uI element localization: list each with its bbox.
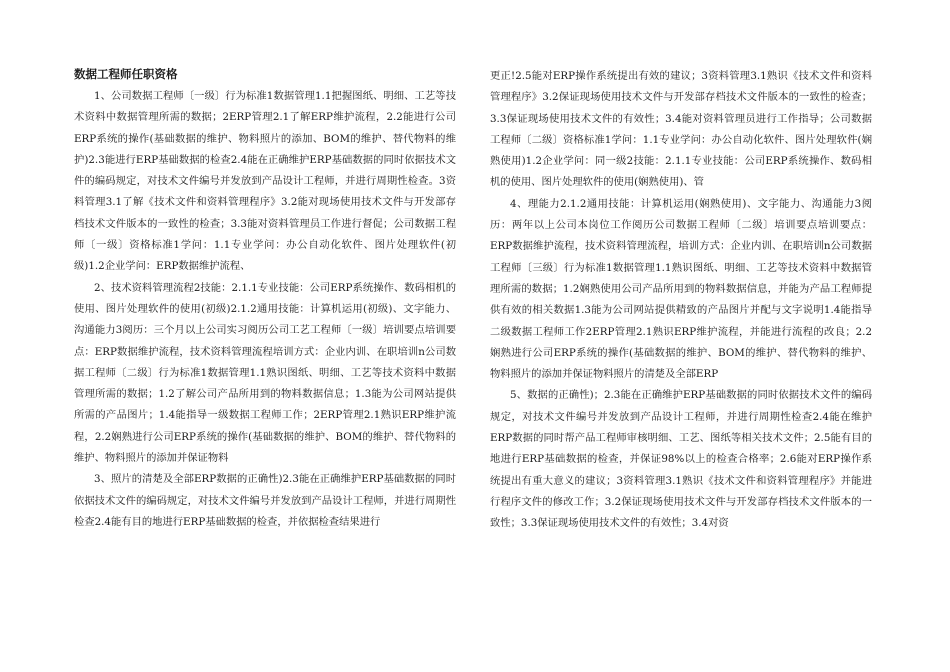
left-column [74,64,456,533]
right-column [490,66,872,535]
paragraph-3: 3、照片的清楚及全部ERP数据的正确性)2.3能在正确维护ERP基础数据的同时依据技术文件的编码规定，对技术文件编号并发放到产品设计工程师，并进行周期性检查2.4能有目的地进行ERP基础数据的检查，并依据检查结果进行 [74,473,456,528]
paragraph-3-continued: 更正!2.5能对ERP操作系统提出有效的建议；3资料管理3.1熟识《技术文件和资料管理程序》3.2保证现场使用技术文件与开发部存档技术文件版本的一致性的检查；3.3保证现场使用技术文件的有效性；3.4能对资料管理员进行工作指导；公司数据工程师〔二级〕资格标准1学问：1.1专业学问：办公自动化软件、图片处理软件(娴熟使用)1.2企业学问：同一级2技能：2.1.1专业技能：公司ERP系统操作、数码相机的使用、图片处理软件的使用(娴熟使用)、管 [490,70,872,189]
paragraph-4: 4、理能力2.1.2通用技能：计算机运用(娴熟使用)、文字能力、沟通能力3阅历：两年以上公司本岗位工作阅历公司数据工程师〔二级〕培训要点培训要点：ERP数据维护流程，技术资料管理流程，培训方式：企业内训、在职培训n公司数据工程师〔三级〕行为标准1数据管理1.1熟识图纸、明细、工艺等技术资料中数据管理所需的数据；1.2娴熟使用公司产品所用到的物料数据信息，并能为产品工程师提供有效的相关数据1.3能为公司网站提供精致的产品图片并配与文字说明1.4能指导二级数据工程师工作2ERP管理2.1熟识ERP维护流程，并能进行流程的改良；2.2娴熟进行公司ERP系统的操作(基础数据的维护、BOM的维护、替代物料的维护、物料照片的添加并保证物料照片的清楚及全部ERP [490,197,872,381]
paragraph-2: 2、技术资料管理流程2技能：2.1.1专业技能：公司ERP系统操作、数码相机的使用、图片处理软件的使用(初级)2.1.2通用技能：计算机运用(初级)、文字能力、沟通能力3阅历：三个月以上公司实习阅历公司工艺工程师〔一级〕培训要点培训要点：ERP数据维护流程，技术资料管理流程培训方式：企业内训、在职培训n公司数据工程师〔二级〕行为标准1数据管理1.1熟识图纸、明细、工艺等技术资料中数据管理所需的数据；1.2了解公司产品所用到的物料数据信息；1.3能为公司网站提供所需的产品图片；1.4能指导一级数据工程师工作；2ERP管理2.1熟识ERP维护流程，2.2娴熟进行公司ERP系统的操作(基础数据的维护、BOM的维护、替代物料的维护、物料照片的添加并保证物料 [74,281,456,465]
document-title: 数据工程师任职资格 [74,67,178,81]
paragraph-5: 5、数据的正确性)；2.3能在正确维护ERP基础数据的同时依据技术文件的编码规定，对技术文件编号并发放到产品设计工程师，并进行周期性检查2.4能在维护ERP数据的同时帮产品工程师审核明细、工艺、图纸等相关技术文件；2.5能有目的地进行ERP基础数据的检查，并保证98%以上的检查合格率；2.6能对ERP操作系统提出有重大意义的建议；3资料管理3.1熟识《技术文件和资料管理程序》并能进行程序文件的修改工作；3.2保证现场使用技术文件与开发部存档技术文件版本的一致性；3.3保证现场使用技术文件的有效性；3.4对资 [490,389,872,530]
paragraph-1: 1、公司数据工程师〔一级〕行为标准1数据管理1.1把握图纸、明细、工艺等技术资料中数据管理所需的数据；2ERP管理2.1了解ERP维护流程，2.2能进行公司ERP系统的操作(基础数据的维护、物料照片的添加、BOM的维护、替代物料的维护)2.3能进行ERP基础数据的检查2.4能在正确维护ERP基础数据的同时依据技术文件的编码规定，对技术文件编号并发放到产品设计工程师，并进行周期性检查。3资料管理3.1了解《技术文件和资料管理程序》3.2能对现场使用技术文件与开发部存档技术文件版本的一致性的检查；3.3能对资料管理员工作进行督促；公司数据工程师〔一级〕资格标准1学问：1.1专业学问：办公自动化软件、图片处理软件(初级)1.2企业学问：ERP数据维护流程、 [74,90,456,273]
